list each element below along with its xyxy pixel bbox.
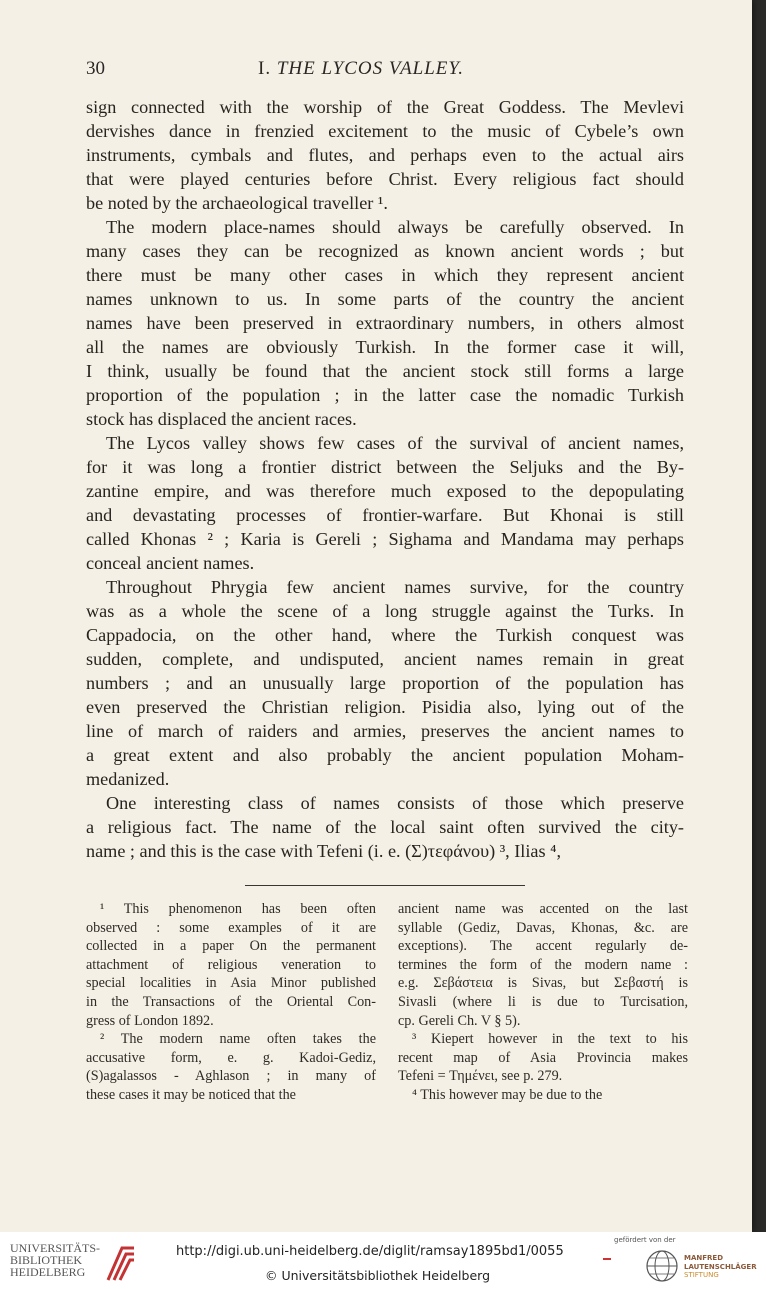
footnotes-left-column (86, 900, 376, 1105)
footnote-line: in the Transactions of the Oriental Con- (86, 993, 376, 1010)
text-line: sign connected with the worship of the Great Goddess. The Mevlevi (86, 97, 684, 117)
running-head-prefix: I. (258, 58, 272, 79)
footnote-line: accusative form, e. g. Kadoi-Gediz, (86, 1049, 376, 1066)
text-line: be noted by the archaeological traveller ¹. (86, 193, 388, 213)
text-line: The modern place-names should always be carefully observed. In (106, 217, 684, 237)
text-line: a great extent and also probably the ancient population Moham- (86, 745, 684, 765)
page-number: 30 (86, 58, 105, 79)
text-line: names have been preserved in extraordinary numbers, in others almost (86, 313, 684, 333)
footnote-line: exceptions). The accent regularly de- (398, 938, 688, 955)
digitization-footer (0, 1232, 766, 1289)
text-line: and devastating processes of frontier-warfare. But Khonai is still (86, 505, 684, 525)
text-line: medanized. (86, 769, 170, 789)
library-name (10, 1242, 100, 1278)
page-permalink[interactable]: http://digi.ub.uni-heidelberg.de/diglit/ramsay1895bd1/0055 (176, 1244, 564, 1259)
text-line: Cappadocia, on the other hand, where the Turkish conquest was (86, 625, 684, 645)
footnote-line: ² The modern name often takes the (100, 1031, 376, 1048)
footnote-line: special localities in Asia Minor published (86, 975, 376, 992)
text-line: dervishes dance in frenzied excitement to the music of Cybele’s own (86, 121, 684, 141)
page-header (86, 58, 686, 84)
text-line: even preserved the Christian religion. Pisidia also, lying out of the (86, 697, 684, 717)
text-line: I think, usually be found that the ancient stock still forms a large (86, 361, 684, 381)
text-line: a religious fact. The name of the local saint often survived the city- (86, 817, 684, 837)
sponsor-line-1: MANFRED (684, 1254, 724, 1262)
sponsor-line-3: STIFTUNG (684, 1271, 719, 1279)
text-line: numbers ; and an unusually large proportion of the population has (86, 673, 684, 693)
text-line: One interesting class of names consists of those which preserve (106, 793, 684, 813)
footnote-line: gress of London 1892. (86, 1012, 214, 1029)
text-line: The Lycos valley shows few cases of the survival of ancient names, (106, 433, 684, 453)
text-line: proportion of the population ; in the latter case the nomadic Turkish (86, 385, 684, 405)
library-line-2: BIBLIOTHEK (10, 1253, 82, 1267)
text-line: stock has displaced the ancient races. (86, 409, 357, 429)
footnote-line: ³ Kiepert however in the text to his (412, 1031, 688, 1048)
footnote-line: syllable (Gediz, Davas, Khonas, &c. are (398, 919, 688, 936)
body-text (86, 95, 684, 863)
footnote-line: attachment of religious veneration to (86, 956, 376, 973)
footnote-line: termines the form of the modern name : (398, 956, 688, 973)
sponsor-label: gefördert von der (614, 1236, 676, 1244)
text-line: there must be many other cases in which they represent ancient (86, 265, 684, 285)
footnote-line: these cases it may be noticed that the (86, 1086, 296, 1103)
footnote-line: recent map of Asia Provincia makes (398, 1049, 688, 1066)
copyright-notice: © Universitätsbibliothek Heidelberg (265, 1268, 491, 1283)
footnote-line: cp. Gereli Ch. V § 5). (398, 1012, 521, 1029)
text-line: Throughout Phrygia few ancient names survive, for the country (106, 577, 684, 597)
separator-dash (603, 1258, 611, 1260)
text-line: line of march of raiders and armies, preserves the ancient names to (86, 721, 684, 741)
footnote-line: Tefeni = Τημένει, see p. 279. (398, 1068, 563, 1085)
running-head-title: THE LYCOS VALLEY. (276, 58, 464, 79)
footnote-line: e.g. Σεβάστεια is Sivas, but Σεβαστή is (398, 975, 688, 992)
text-line: instruments, cymbals and flutes, and perhaps even to the actual airs (86, 145, 684, 165)
text-line: names unknown to us. In some parts of the country the ancient (86, 289, 684, 309)
text-line: for it was long a frontier district between the Seljuks and the By- (86, 457, 684, 477)
text-line: conceal ancient names. (86, 553, 255, 573)
footnotes-right-column (398, 900, 688, 1105)
text-line: many cases they can be recognized as known ancient words ; but (86, 241, 684, 261)
sponsor-globe-icon (644, 1248, 680, 1284)
text-line: that were played centuries before Christ. Every religious fact should (86, 169, 684, 189)
footnote-line: ¹ This phenomenon has been often (100, 901, 376, 917)
library-line-1: UNIVERSITÄTS- (10, 1241, 100, 1255)
footnote-line: observed : some examples of it are (86, 919, 376, 936)
footnote-line: Sivasli (where li is due to Turcisation, (398, 993, 688, 1010)
text-line: called Khonas ² ; Karia is Gereli ; Sighama and Mandama may perhaps (86, 529, 684, 549)
footnote-line: ancient name was accented on the last (398, 901, 688, 917)
footnote-rule (245, 885, 525, 886)
library-logo-icon (104, 1244, 138, 1284)
text-line: sudden, complete, and undisputed, ancient names remain in great (86, 649, 684, 669)
text-line: all the names are obviously Turkish. In the former case it will, (86, 337, 684, 357)
sponsor-name (684, 1254, 757, 1280)
text-line: was as a whole the scene of a long struggle against the Turks. In (86, 601, 684, 621)
footnote-line: (S)agalassos - Aghlason ; in many of (86, 1068, 376, 1085)
text-line: zantine empire, and was therefore much exposed to the depopulating (86, 481, 684, 501)
text-line: name ; and this is the case with Tefeni (i. e. (Σ)τεφάνου) ³, Ilias ⁴, (86, 841, 561, 861)
library-line-3: HEIDELBERG (10, 1265, 86, 1279)
footnote-line: collected in a paper On the permanent (86, 938, 376, 955)
footnote-line: ⁴ This however may be due to the (412, 1086, 603, 1103)
running-head (258, 58, 464, 80)
sponsor-line-2: LAUTENSCHLÄGER (684, 1262, 757, 1271)
